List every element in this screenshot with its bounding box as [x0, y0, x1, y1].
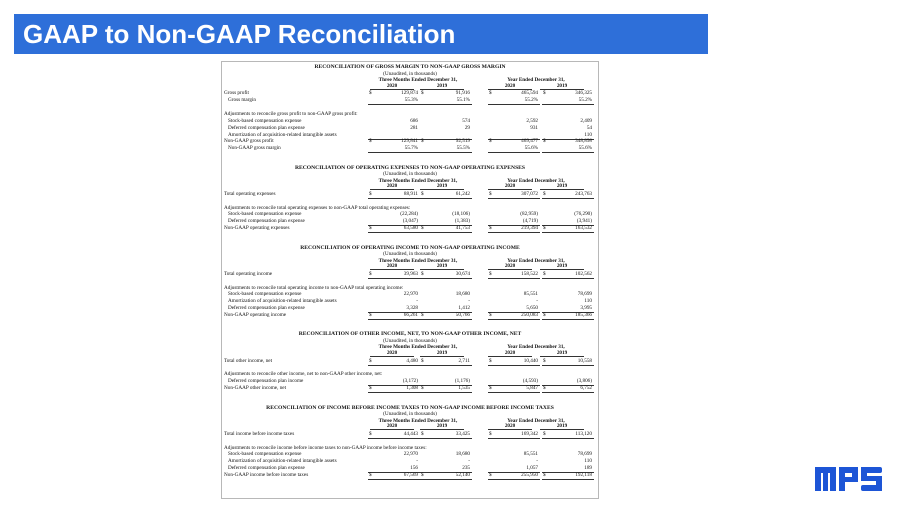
- row-label: Total income before income taxes: [224, 430, 295, 437]
- cell-value: (18,106): [452, 211, 470, 218]
- row-label: Non-GAAP gross margin: [228, 145, 281, 152]
- cell-value: 55.6%: [578, 145, 592, 152]
- row-label: Non-GAAP income before income taxes: [224, 472, 309, 479]
- dollar-sign: $: [543, 138, 546, 145]
- dollar-sign: $: [489, 312, 492, 319]
- row-label: Adjustments to reconcile gross profit to non-GAAP gross profit:: [224, 110, 358, 117]
- cell-value: 50,766: [455, 312, 470, 319]
- cell-value: 163,532: [575, 225, 592, 232]
- row-label: Gross margin: [228, 97, 257, 104]
- cell-value: 30,674: [455, 270, 470, 277]
- period-header: Year Ended December 31,: [507, 344, 565, 351]
- dollar-sign: $: [421, 190, 424, 197]
- cell-value: 348,898: [575, 138, 592, 145]
- cell-value: 2,592: [526, 117, 538, 124]
- year-header: 2020: [370, 423, 414, 430]
- period-header: Three Months Ended December 31,: [378, 344, 458, 351]
- dollar-sign: $: [543, 90, 546, 97]
- cell-value: 91,916: [455, 90, 470, 97]
- row-label: Amortization of acquisition-related intangible assets: [228, 298, 337, 305]
- dollar-sign: $: [543, 312, 546, 319]
- dollar-sign: $: [543, 225, 546, 232]
- dollar-sign: $: [489, 90, 492, 97]
- cell-value: 185,366: [575, 312, 592, 319]
- value-cell: [420, 472, 472, 480]
- cell-value: 55.2%: [578, 97, 592, 104]
- cell-value: (3,806): [576, 378, 592, 385]
- cell-value: 55.6%: [524, 145, 538, 152]
- cell-value: 22,970: [403, 291, 418, 298]
- dollar-sign: $: [421, 357, 424, 364]
- row-label: Stock-based compensation expense: [228, 211, 302, 218]
- dollar-sign: $: [421, 225, 424, 232]
- cell-value: 39,963: [403, 270, 418, 277]
- row-label: Amortization of acquisition-related intangible assets: [228, 458, 337, 465]
- row-label: Non-GAAP operating income: [224, 312, 287, 319]
- cell-value: 5,650: [526, 305, 538, 312]
- dollar-sign: $: [489, 385, 492, 392]
- cell-value: 255,950: [521, 472, 538, 479]
- unaudited-note: (Unaudited, in thousands): [383, 251, 437, 258]
- cell-value: 4,480: [406, 357, 418, 364]
- dollar-sign: $: [489, 225, 492, 232]
- value-cell: [488, 385, 540, 393]
- cell-value: 281: [410, 124, 418, 131]
- dollar-sign: $: [421, 138, 424, 145]
- cell-value: 110: [584, 458, 592, 465]
- cell-value: 1,412: [458, 305, 470, 312]
- row-label: Non-GAAP operating expenses: [224, 225, 290, 232]
- year-header: 2019: [420, 350, 464, 357]
- year-header: 2019: [420, 263, 464, 270]
- year-header: 2020: [370, 263, 414, 270]
- row-label: Deferred compensation plan income: [228, 378, 304, 385]
- row-label: Total operating income: [224, 270, 273, 277]
- cell-value: 61,242: [455, 190, 470, 197]
- year-header: 2020: [488, 83, 532, 90]
- unaudited-note: (Unaudited, in thousands): [383, 171, 437, 178]
- dollar-sign: $: [421, 430, 424, 437]
- cell-value: 219,394: [521, 225, 538, 232]
- year-header: 2019: [540, 183, 584, 190]
- row-label: Deferred compensation plan expense: [228, 218, 305, 225]
- period-header: Three Months Ended December 31,: [378, 417, 458, 424]
- dollar-sign: $: [421, 270, 424, 277]
- row-label: Total operating expenses: [224, 190, 276, 197]
- dollar-sign: $: [489, 472, 492, 479]
- period-header: Year Ended December 31,: [507, 417, 565, 424]
- year-header: 2020: [488, 350, 532, 357]
- section-heading: RECONCILIATION OF OPERATING INCOME TO NON-GAAP OPERATING INCOME: [300, 244, 520, 251]
- dollar-sign: $: [369, 270, 372, 277]
- cell-value: 55.1%: [456, 97, 470, 104]
- row-label: Deferred compensation plan expense: [228, 305, 305, 312]
- unaudited-note: (Unaudited, in thousands): [383, 337, 437, 344]
- table-row: [222, 312, 598, 319]
- cell-value: (3,172): [402, 378, 418, 385]
- year-header: 2020: [488, 423, 532, 430]
- value-cell: [368, 385, 420, 393]
- cell-value: 110: [584, 298, 592, 305]
- cell-value: 156: [410, 465, 418, 472]
- section-heading: RECONCILIATION OF INCOME BEFORE INCOME TAXES TO NON-GAAP INCOME BEFORE INCOME TAXES: [266, 404, 554, 411]
- table-row: [222, 145, 598, 152]
- cell-value: (76,290): [574, 211, 592, 218]
- cell-value: (22,284): [400, 211, 418, 218]
- cell-value: 192,118: [575, 472, 592, 479]
- period-header: Three Months Ended December 31,: [378, 177, 458, 184]
- row-label: Adjustments to reconcile other income, net to non-GAAP other income, net:: [224, 371, 383, 378]
- row-label: Stock-based compensation expense: [228, 291, 302, 298]
- dollar-sign: $: [543, 270, 546, 277]
- dollar-sign: $: [369, 472, 372, 479]
- section-heading: RECONCILIATION OF GROSS MARGIN TO NON-GAAP GROSS MARGIN: [314, 64, 506, 70]
- cell-value: 85,551: [523, 291, 538, 298]
- cell-value: (3,941): [576, 218, 592, 225]
- cell-value: 67,569: [403, 472, 418, 479]
- cell-value: 55.5%: [456, 145, 470, 152]
- table-row: [222, 225, 598, 232]
- value-cell: [542, 472, 594, 480]
- section-heading: RECONCILIATION OF OPERATING EXPENSES TO NON-GAAP OPERATING EXPENSES: [294, 164, 526, 171]
- value-cell: [488, 225, 540, 233]
- dollar-sign: $: [489, 270, 492, 277]
- dollar-sign: $: [421, 472, 424, 479]
- dollar-sign: $: [489, 190, 492, 197]
- reconciliation-document: [221, 61, 599, 499]
- cell-value: 3,995: [580, 305, 592, 312]
- year-header: 2020: [370, 183, 414, 190]
- cell-value: 574: [462, 117, 470, 124]
- page-title: GAAP to Non-GAAP Reconciliation: [23, 19, 456, 49]
- value-cell: [368, 472, 420, 480]
- cell-value: 88,911: [403, 190, 418, 197]
- year-header: 2019: [540, 83, 584, 90]
- value-cell: [420, 225, 472, 233]
- cell-value: 55.2%: [524, 97, 538, 104]
- cell-value: -: [416, 298, 418, 305]
- cell-value: 102,562: [575, 270, 592, 277]
- cell-value: 1,535: [458, 385, 470, 392]
- dollar-sign: $: [543, 430, 546, 437]
- dollar-sign: $: [421, 385, 424, 392]
- year-header: 2019: [540, 350, 584, 357]
- cell-value: 85,551: [523, 451, 538, 458]
- value-cell: [368, 312, 420, 320]
- year-header: 2019: [420, 183, 464, 190]
- cell-value: 54: [586, 124, 592, 131]
- mps-logo-mark: [815, 464, 883, 494]
- period-header: Year Ended December 31,: [507, 77, 565, 83]
- cell-value: 129,874: [401, 90, 418, 97]
- year-header: 2020: [488, 183, 532, 190]
- cell-value: 113,120: [575, 430, 592, 437]
- value-cell: [488, 145, 540, 153]
- value-cell: [542, 312, 594, 320]
- cell-value: 1,057: [526, 465, 538, 472]
- cell-value: -: [468, 298, 470, 305]
- period-header: Three Months Ended December 31,: [378, 77, 458, 83]
- cell-value: 110: [584, 131, 592, 138]
- year-header: 2019: [420, 423, 464, 430]
- dollar-sign: $: [543, 357, 546, 364]
- cell-value: 55.7%: [404, 145, 418, 152]
- dollar-sign: $: [369, 225, 372, 232]
- unaudited-note: (Unaudited, in thousands): [383, 70, 437, 77]
- period-header: Year Ended December 31,: [507, 257, 565, 264]
- dollar-sign: $: [369, 430, 372, 437]
- value-cell: [488, 472, 540, 480]
- cell-value: 52,140: [455, 472, 470, 479]
- value-cell: [542, 225, 594, 233]
- row-label: Stock-based compensation expense: [228, 117, 302, 124]
- cell-value: 5,847: [526, 385, 538, 392]
- unaudited-note: (Unaudited, in thousands): [383, 411, 437, 418]
- value-cell: [542, 385, 594, 393]
- cell-value: 243,763: [575, 190, 592, 197]
- dollar-sign: $: [489, 138, 492, 145]
- year-header: 2019: [420, 83, 464, 90]
- dollar-sign: $: [489, 430, 492, 437]
- cell-value: 189: [584, 465, 592, 472]
- cell-value: 63,580: [403, 225, 418, 232]
- value-cell: [420, 312, 472, 320]
- year-header: 2019: [540, 423, 584, 430]
- cell-value: 250,083: [521, 312, 538, 319]
- cell-value: 307,072: [521, 190, 538, 197]
- dollar-sign: $: [369, 138, 372, 145]
- row-label: Total other income, net: [224, 357, 273, 364]
- dollar-sign: $: [369, 90, 372, 97]
- cell-value: 2,711: [458, 357, 470, 364]
- cell-value: 55.3%: [404, 97, 418, 104]
- dollar-sign: $: [369, 190, 372, 197]
- dollar-sign: $: [543, 385, 546, 392]
- cell-value: 33,425: [455, 430, 470, 437]
- cell-value: 129,841: [401, 138, 418, 145]
- period-header: Year Ended December 31,: [507, 177, 565, 184]
- value-cell: [420, 385, 472, 393]
- cell-value: 66,261: [403, 312, 418, 319]
- cell-value: 1,308: [406, 385, 418, 392]
- dollar-sign: $: [489, 357, 492, 364]
- cell-value: 169,342: [521, 430, 538, 437]
- row-label: Gross profit: [224, 90, 249, 97]
- dollar-sign: $: [543, 472, 546, 479]
- value-cell: [488, 312, 540, 320]
- year-header: 2020: [370, 83, 414, 90]
- dollar-sign: $: [369, 385, 372, 392]
- section-heading: RECONCILIATION OF OTHER INCOME, NET, TO NON-GAAP OTHER INCOME, NET: [298, 331, 522, 338]
- year-header: 2020: [370, 350, 414, 357]
- period-header: Three Months Ended December 31,: [378, 257, 458, 264]
- cell-value: -: [416, 458, 418, 465]
- row-label: Deferred compensation plan expense: [228, 465, 305, 472]
- value-cell: [368, 225, 420, 233]
- cell-value: 346,325: [575, 90, 592, 97]
- dollar-sign: $: [543, 190, 546, 197]
- cell-value: 10,440: [523, 357, 538, 364]
- cell-value: (3,047): [402, 218, 418, 225]
- cell-value: 10,558: [577, 357, 592, 364]
- dollar-sign: $: [421, 312, 424, 319]
- cell-value: 29: [464, 124, 470, 131]
- row-label: Adjustments to reconcile income before income taxes to non-GAAP income before income taxes:: [224, 444, 427, 451]
- dollar-sign: $: [421, 90, 424, 97]
- cell-value: 18,680: [455, 291, 470, 298]
- cell-value: 44,443: [403, 430, 418, 437]
- table-row: [222, 472, 598, 479]
- dollar-sign: $: [369, 312, 372, 319]
- cell-value: 235: [462, 465, 470, 472]
- row-label: Amortization of acquisition-related intangible assets: [228, 131, 337, 138]
- year-header: 2019: [540, 263, 584, 270]
- cell-value: 41,753: [455, 225, 470, 232]
- year-header: 2020: [488, 263, 532, 270]
- cell-value: 78,699: [577, 451, 592, 458]
- cell-value: (1,176): [454, 378, 470, 385]
- cell-value: 2,409: [580, 117, 592, 124]
- cell-value: 158,522: [521, 270, 538, 277]
- cell-value: 18,680: [455, 451, 470, 458]
- row-label: Non-GAAP gross profit: [224, 138, 274, 145]
- cell-value: (82,959): [520, 211, 538, 218]
- row-label: Deferred compensation plan expense: [228, 124, 305, 131]
- cell-value: 92,519: [455, 138, 470, 145]
- value-cell: [542, 145, 594, 153]
- cell-value: (1,383): [454, 218, 470, 225]
- cell-value: 465,594: [521, 90, 538, 97]
- cell-value: (4,593): [522, 378, 538, 385]
- row-label: Adjustments to reconcile total operating income to non-GAAP total operating income:: [224, 284, 404, 291]
- cell-value: -: [536, 298, 538, 305]
- cell-value: 78,699: [577, 291, 592, 298]
- row-label: Adjustments to reconcile total operating expenses to non-GAAP total operating expenses:: [224, 204, 411, 211]
- cell-value: 22,970: [403, 451, 418, 458]
- dollar-sign: $: [369, 357, 372, 364]
- cell-value: -: [468, 458, 470, 465]
- mps-logo: [815, 464, 883, 499]
- value-cell: [420, 145, 472, 153]
- row-label: Non-GAAP other income, net: [224, 385, 287, 392]
- cell-value: -: [536, 458, 538, 465]
- cell-value: 3,328: [406, 305, 418, 312]
- row-label: Stock-based compensation expense: [228, 451, 302, 458]
- cell-value: 469,477: [521, 138, 538, 145]
- cell-value: 6,752: [580, 385, 592, 392]
- table-row: [222, 385, 598, 392]
- cell-value: (4,719): [522, 218, 538, 225]
- cell-value: 931: [530, 124, 538, 131]
- title-bar: [14, 14, 708, 54]
- value-cell: [368, 145, 420, 153]
- cell-value: 686: [410, 117, 418, 124]
